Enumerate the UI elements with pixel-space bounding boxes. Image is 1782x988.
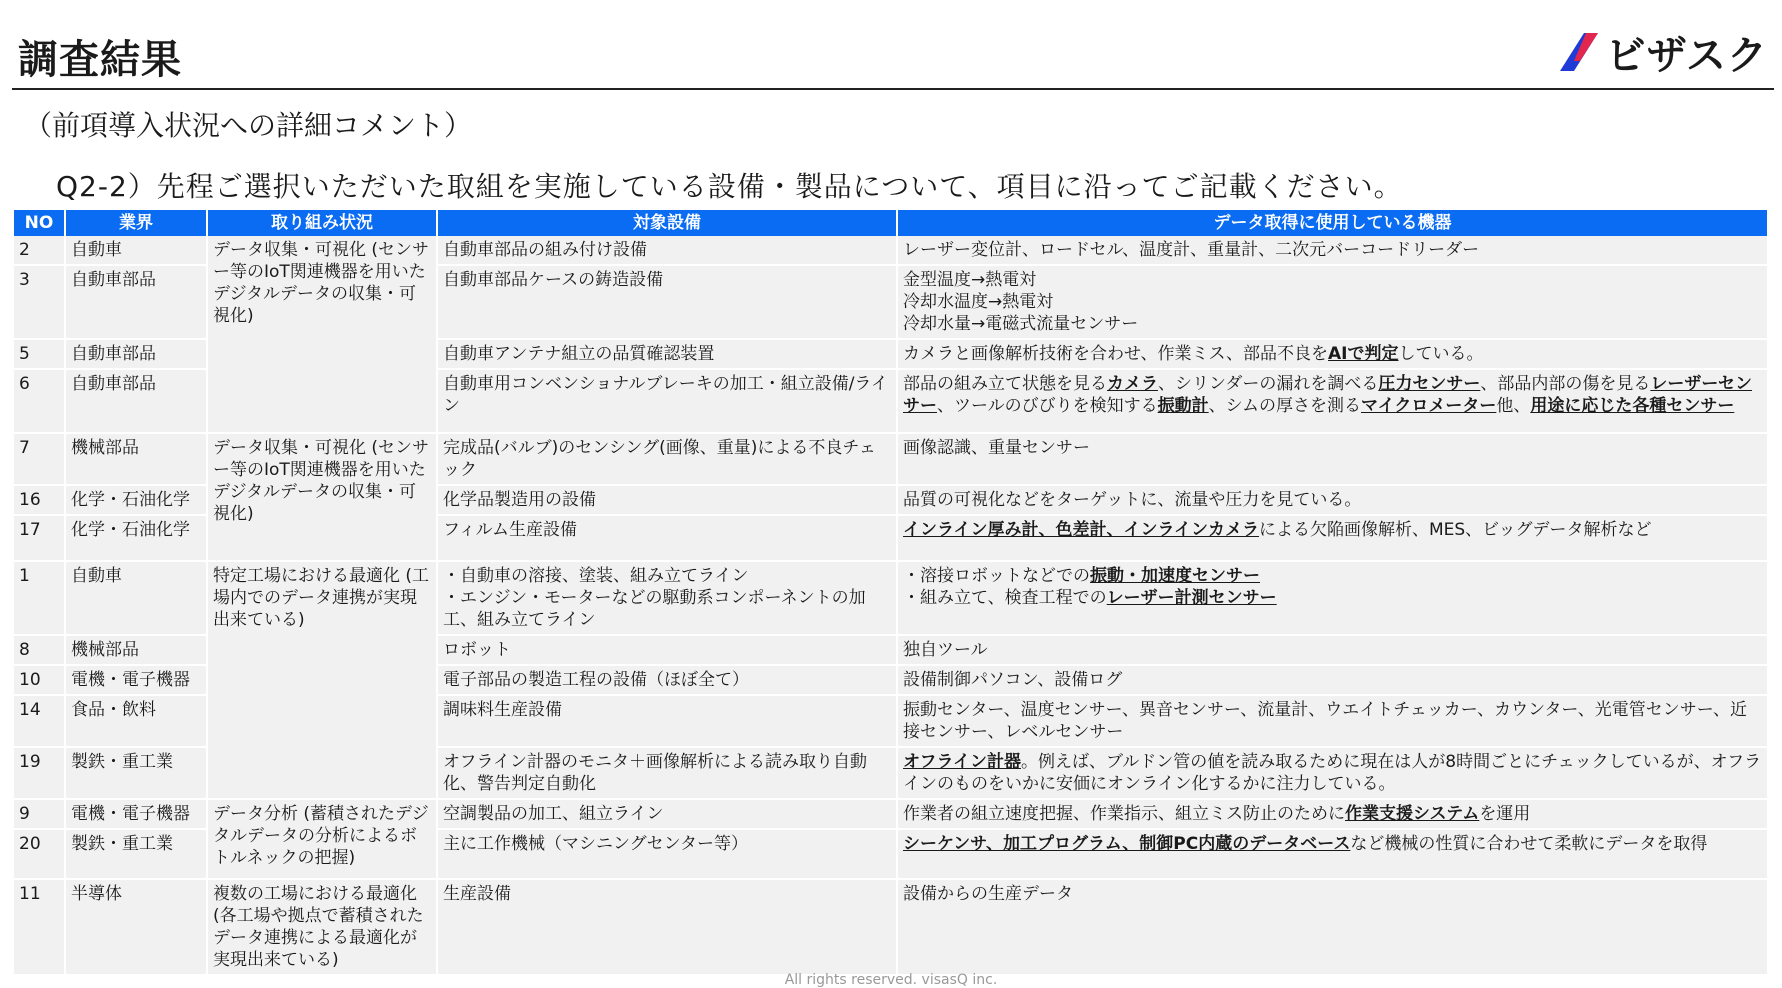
- device-text: による欠陥画像解析、MES、ビッグデータ解析など: [1258, 520, 1652, 540]
- table-header-row: [14, 210, 1768, 236]
- cell-no: 7: [14, 433, 65, 485]
- cell-industry: 自動車: [65, 561, 207, 635]
- cell-industry: 半導体: [65, 879, 207, 975]
- cell-industry: 食品・飲料: [65, 695, 207, 747]
- cell-no: 9: [14, 799, 65, 829]
- cell-device: [897, 265, 1768, 339]
- cell-no: 10: [14, 665, 65, 695]
- cell-industry: 化学・石油化学: [65, 485, 207, 515]
- col-header-device: データ取得に使用している機器: [897, 210, 1768, 236]
- slide-header: [0, 0, 1782, 92]
- cell-industry: 自動車部品: [65, 339, 207, 369]
- device-highlight: レーザー計測センサー: [1106, 588, 1277, 608]
- table-row: [14, 433, 1768, 485]
- cell-equipment: 化学品製造用の設備: [437, 485, 897, 515]
- cell-device: 設備制御パソコン、設備ログ: [897, 665, 1768, 695]
- col-header-equipment: 対象設備: [437, 210, 897, 236]
- col-header-no: NO: [14, 210, 65, 236]
- cell-device: [897, 515, 1768, 561]
- cell-industry: 自動車: [65, 236, 207, 265]
- cell-status: 複数の工場における最適化 (各工場や拠点で蓄積されたデータ連携による最適化が実現出来ている): [207, 879, 437, 975]
- device-highlight: AIで判定: [1328, 344, 1399, 364]
- copyright-footer: All rights reserved. visasQ inc.: [784, 972, 998, 988]
- cell-industry: 電機・電子機器: [65, 665, 207, 695]
- device-text: 他、: [1496, 396, 1531, 416]
- cell-industry: 自動車部品: [65, 265, 207, 339]
- device-highlight: 振動・加速度センサー: [1090, 566, 1260, 586]
- cell-device: [897, 561, 1768, 635]
- cell-device: 設備からの生産データ: [897, 879, 1768, 975]
- device-text: 、ツールのびびりを検知する: [937, 396, 1158, 416]
- cell-equipment: 主に工作機械（マシニングセンター等）: [437, 829, 897, 879]
- equipment-line: ・エンジン・モーターなどの駆動系コンポーネントの加工、組み立てライン: [443, 588, 866, 630]
- cell-industry: 製鉄・重工業: [65, 747, 207, 799]
- device-text: 部品の組み立て状態を見る: [903, 374, 1107, 394]
- device-line: [903, 565, 1762, 587]
- device-line: [903, 587, 1762, 609]
- cell-device: [897, 799, 1768, 829]
- cell-no: 3: [14, 265, 65, 339]
- cell-industry: 自動車部品: [65, 369, 207, 433]
- equipment-line: ・自動車の溶接、塗装、組み立てライン: [443, 566, 749, 586]
- device-text: ・溶接ロボットなどでの: [903, 566, 1090, 586]
- cell-device: [897, 339, 1768, 369]
- device-text: している。: [1398, 344, 1484, 364]
- cell-equipment: [437, 561, 897, 635]
- cell-status: データ分析 (蓄積されたデジタルデータの分析によるボトルネックの把握): [207, 799, 437, 879]
- device-highlight: 圧力センサー: [1378, 374, 1481, 394]
- table-row: [14, 561, 1768, 635]
- slash-logo-icon: [1560, 33, 1600, 71]
- device-highlight: インライン厚み計、色差計、インラインカメラ: [903, 520, 1259, 540]
- device-line: 冷却水温度→熱電対: [903, 292, 1054, 312]
- cell-industry: 化学・石油化学: [65, 515, 207, 561]
- cell-device: [897, 829, 1768, 879]
- cell-equipment: 調味料生産設備: [437, 695, 897, 747]
- device-line: 冷却水量→電磁式流量センサー: [903, 314, 1139, 334]
- device-line: 金型温度→熱電対: [903, 270, 1037, 290]
- device-text: ・組み立て、検査工程での: [903, 588, 1107, 608]
- table-row: [14, 799, 1768, 829]
- cell-status: データ収集・可視化 (センサー等のIoT関連機器を用いたデジタルデータの収集・可視化): [207, 433, 437, 561]
- cell-device: [897, 747, 1768, 799]
- device-highlight: 用途に応じた各種センサー: [1530, 396, 1735, 416]
- cell-no: 11: [14, 879, 65, 975]
- device-highlight: 振動計: [1157, 396, 1209, 416]
- cell-device: 独自ツール: [897, 635, 1768, 665]
- cell-equipment: 完成品(バルブ)のセンシング(画像、重量)による不良チェック: [437, 433, 897, 485]
- cell-equipment: 自動車アンテナ組立の品質確認装置: [437, 339, 897, 369]
- device-highlight: オフライン計器: [903, 752, 1021, 772]
- cell-no: 6: [14, 369, 65, 433]
- cell-no: 14: [14, 695, 65, 747]
- device-highlight: シーケンサ、加工プログラム、制御PC内蔵のデータベース: [903, 834, 1351, 854]
- subtitle: （前項導入状況への詳細コメント）: [24, 109, 473, 142]
- question-text: Q2-2）先程ご選択いただいた取組を実施している設備・製品について、項目に沿ってご記載ください。: [56, 170, 1403, 203]
- col-header-status: 取り組み状況: [207, 210, 437, 236]
- brand-logo: [1560, 28, 1768, 79]
- col-header-industry: 業界: [65, 210, 207, 236]
- table-row: [14, 236, 1768, 265]
- device-text: 作業者の組立速度把握、作業指示、組立ミス防止のために: [903, 804, 1345, 824]
- cell-no: 1: [14, 561, 65, 635]
- cell-status: データ収集・可視化 (センサー等のIoT関連機器を用いたデジタルデータの収集・可視化): [207, 236, 437, 433]
- cell-device: 画像認識、重量センサー: [897, 433, 1768, 485]
- device-highlight: 作業支援システム: [1345, 804, 1480, 824]
- logo-text: ビザスク: [1605, 32, 1768, 79]
- cell-equipment: 電子部品の製造工程の設備（ほぼ全て）: [437, 665, 897, 695]
- table-row: [14, 879, 1768, 975]
- cell-no: 5: [14, 339, 65, 369]
- device-text: 、シリンダーの漏れを調べる: [1158, 374, 1379, 394]
- cell-no: 17: [14, 515, 65, 561]
- cell-industry: 機械部品: [65, 433, 207, 485]
- cell-equipment: 自動車部品の組み付け設備: [437, 236, 897, 265]
- cell-industry: 機械部品: [65, 635, 207, 665]
- cell-device: レーザー変位計、ロードセル、温度計、重量計、二次元バーコードリーダー: [897, 236, 1768, 265]
- device-text: 、シムの厚さを測る: [1208, 396, 1361, 416]
- device-text: カメラと画像解析技術を合わせ、作業ミス、部品不良を: [903, 344, 1328, 364]
- cell-industry: 電機・電子機器: [65, 799, 207, 829]
- results-table: [14, 210, 1769, 976]
- cell-equipment: ロボット: [437, 635, 897, 665]
- cell-industry: 製鉄・重工業: [65, 829, 207, 879]
- cell-equipment: 生産設備: [437, 879, 897, 975]
- cell-status: 特定工場における最適化 (工場内でのデータ連携が実現出来ている): [207, 561, 437, 799]
- cell-no: 2: [14, 236, 65, 265]
- cell-equipment: オフライン計器のモニタ＋画像解析による読み取り自動化、警告判定自動化: [437, 747, 897, 799]
- page-title: 調査結果: [18, 37, 182, 83]
- header-rule: [12, 88, 1774, 90]
- cell-equipment: フィルム生産設備: [437, 515, 897, 561]
- cell-equipment: 自動車部品ケースの鋳造設備: [437, 265, 897, 339]
- cell-device: 品質の可視化などをターゲットに、流量や圧力を見ている。: [897, 485, 1768, 515]
- device-text: など機械の性質に合わせて柔軟にデータを取得: [1350, 834, 1708, 854]
- device-highlight: レーザーセンサー: [903, 374, 1752, 416]
- device-highlight: マイクロメーター: [1361, 396, 1497, 416]
- cell-no: 20: [14, 829, 65, 879]
- cell-no: 8: [14, 635, 65, 665]
- cell-no: 19: [14, 747, 65, 799]
- device-text: を運用: [1479, 804, 1531, 824]
- cell-device: [897, 369, 1768, 433]
- device-text: 、部品内部の傷を見る: [1480, 374, 1651, 394]
- cell-equipment: 空調製品の加工、組立ライン: [437, 799, 897, 829]
- cell-equipment: 自動車用コンベンショナルブレーキの加工・組立設備/ライン: [437, 369, 897, 433]
- device-text: 。例えば、ブルドン管の値を読み取るために現在は人が8時間ごとにチェックしているが、オフラインのものをいかに安価にオンライン化するかに注力している。: [903, 752, 1762, 794]
- cell-no: 16: [14, 485, 65, 515]
- cell-device: 振動センター、温度センサー、異音センサー、流量計、ウエイトチェッカー、カウンター、光電管センサー、近接センサー、レベルセンサー: [897, 695, 1768, 747]
- device-highlight: カメラ: [1107, 374, 1158, 394]
